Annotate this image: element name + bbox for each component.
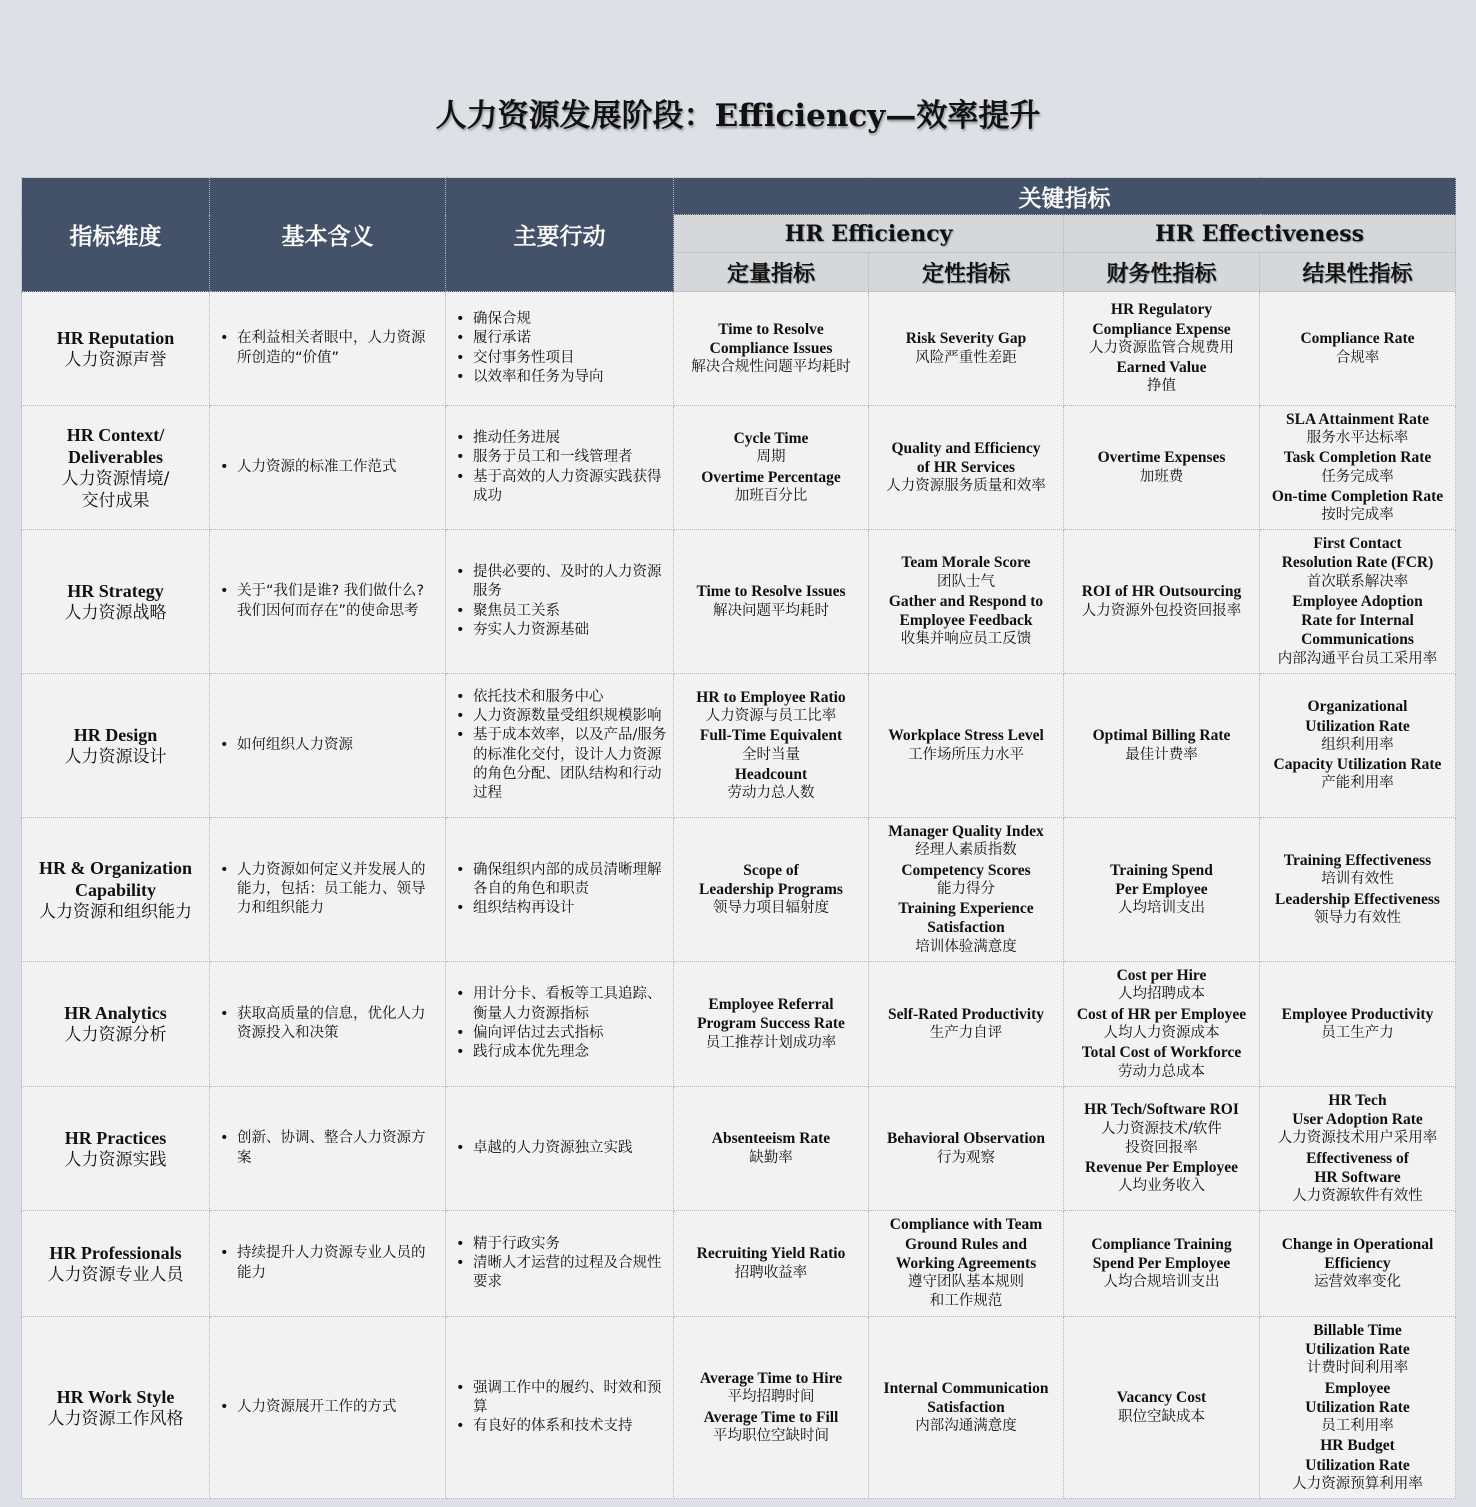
financial-metric-cell-line: 人均人力资源成本 xyxy=(1103,1025,1220,1041)
quantitative-metric-cell xyxy=(674,292,869,406)
qualitative-metric-cell-line: Behavioral Observation xyxy=(886,1130,1045,1148)
actions-cell xyxy=(446,818,674,962)
outcome-metric-cell-line: HR Tech xyxy=(1328,1091,1387,1109)
quantitative-metric-cell-line: Cycle Time xyxy=(733,429,809,447)
qualitative-metric-cell-line: Risk Severity Gap xyxy=(905,330,1027,348)
meaning-cell xyxy=(210,962,446,1087)
header-quantitative: 定量指标 xyxy=(674,253,869,292)
qualitative-metric-cell-line: Gather and Respond to xyxy=(888,592,1044,610)
table-row xyxy=(22,1211,1456,1317)
qualitative-metric-cell xyxy=(869,674,1064,818)
qualitative-metric-cell-line: Competency Scores xyxy=(901,861,1031,879)
financial-metric-cell-line: Compliance Training xyxy=(1091,1235,1232,1253)
dimension-cell xyxy=(22,1211,210,1317)
outcome-metric-cell-line: 培训有效性 xyxy=(1321,871,1394,888)
financial-metric-cell-line: Revenue Per Employee xyxy=(1085,1159,1238,1177)
financial-metric-cell-line: 人均业务收入 xyxy=(1118,1178,1205,1195)
dimension-cell-line: 人力资源专业人员 xyxy=(47,1264,184,1285)
quantitative-metric-cell-line: HR to Employee Ratio xyxy=(696,688,846,706)
financial-metric-cell xyxy=(1064,818,1260,962)
quantitative-metric-cell-line: Average Time to Hire xyxy=(699,1369,843,1387)
outcome-metric-cell-line: 产能利用率 xyxy=(1321,775,1394,792)
qualitative-metric-cell-line: 收集并响应员工反馈 xyxy=(900,631,1032,648)
quantitative-metric-cell-line: 平均招聘时间 xyxy=(727,1389,815,1406)
financial-metric-cell xyxy=(1064,530,1260,674)
list-item: • 确保合规 xyxy=(473,310,667,329)
outcome-metric-cell-line: On-time Completion Rate xyxy=(1271,487,1444,505)
financial-metric-cell-line: 人均培训支出 xyxy=(1118,900,1205,917)
outcome-metric-cell-line: Efficiency xyxy=(1324,1254,1391,1272)
qualitative-metric-cell-line: 行为观察 xyxy=(937,1149,995,1166)
qualitative-metric-cell xyxy=(869,1317,1064,1499)
quantitative-metric-cell-line: Average Time to Fill xyxy=(703,1408,839,1426)
outcome-metric-cell-line: 按时完成率 xyxy=(1321,507,1394,524)
list-item: • 精于行政实务 xyxy=(473,1235,667,1254)
outcome-metric-cell-line: 运营效率变化 xyxy=(1314,1274,1401,1291)
dimension-cell xyxy=(22,818,210,962)
header-hr-effectiveness: HR Effectiveness xyxy=(1064,215,1456,253)
quantitative-metric-cell-line: 领导力项目辐射度 xyxy=(713,900,829,917)
financial-metric-cell xyxy=(1064,962,1260,1087)
financial-metric-cell-line: Overtime Expenses xyxy=(1097,449,1226,467)
qualitative-metric-cell-line: Team Morale Score xyxy=(901,554,1031,572)
financial-metric-cell xyxy=(1064,674,1260,818)
list-item: • 基于成本效率，以及产品/服务的标准化交付，设计人力资源的角色分配、团队结构和行动过程 xyxy=(473,726,667,803)
list-item: • 人力资源如何定义并发展人的能力，包括：员工能力、领导力和组织能力 xyxy=(237,861,439,919)
meaning-cell xyxy=(210,818,446,962)
quantitative-metric-cell-line: Employee Referral xyxy=(708,996,834,1014)
financial-metric-cell-line: Per Employee xyxy=(1115,880,1208,898)
quantitative-metric-cell-line: Time to Resolve Issues xyxy=(696,583,846,601)
quantitative-metric-cell-line: 缺勤率 xyxy=(749,1149,793,1166)
financial-metric-cell-line: Earned Value xyxy=(1116,359,1207,377)
header-qualitative: 定性指标 xyxy=(869,253,1064,292)
table-row xyxy=(22,292,1456,406)
quantitative-metric-cell-line: 劳动力总人数 xyxy=(727,785,815,802)
outcome-metric-cell-line: SLA Attainment Rate xyxy=(1286,410,1429,428)
qualitative-metric-cell-line: Manager Quality Index xyxy=(888,822,1044,840)
qualitative-metric-cell-line: 培训体验满意度 xyxy=(915,938,1017,955)
list-item: • 夯实人力资源基础 xyxy=(473,621,667,640)
qualitative-metric-cell-line: of HR Services xyxy=(916,458,1016,476)
hr-metrics-table xyxy=(21,177,1456,1499)
outcome-metric-cell-line: 人力资源软件有效性 xyxy=(1292,1188,1423,1205)
quantitative-metric-cell xyxy=(674,962,869,1087)
qualitative-metric-cell-line: Employee Feedback xyxy=(899,612,1033,630)
qualitative-metric-cell-line: Quality and Efficiency xyxy=(891,439,1041,457)
qualitative-metric-cell xyxy=(869,406,1064,530)
quantitative-metric-cell xyxy=(674,406,869,530)
meaning-cell xyxy=(210,530,446,674)
qualitative-metric-cell-line: 团队士气 xyxy=(937,573,995,590)
financial-metric-cell-line: 最佳计费率 xyxy=(1125,746,1198,763)
dimension-cell-line: HR Practices xyxy=(64,1127,167,1148)
quantitative-metric-cell-line: Full-Time Equivalent xyxy=(699,727,843,745)
qualitative-metric-cell xyxy=(869,1211,1064,1317)
financial-metric-cell xyxy=(1064,406,1260,530)
table-row xyxy=(22,674,1456,818)
actions-cell xyxy=(446,1087,674,1211)
dimension-cell xyxy=(22,292,210,406)
dimension-cell-line: HR Analytics xyxy=(64,1003,167,1023)
dimension-cell xyxy=(22,406,210,530)
header-meaning: 基本含义 xyxy=(210,178,446,292)
quantitative-metric-cell-line: 周期 xyxy=(756,449,786,466)
quantitative-metric-cell xyxy=(674,674,869,818)
financial-metric-cell-line: Training Spend xyxy=(1110,861,1213,879)
dimension-cell-line: 人力资源战略 xyxy=(64,602,167,623)
financial-metric-cell-line: HR Regulatory xyxy=(1110,301,1213,319)
outcome-metric-cell-line: Utilization Rate xyxy=(1305,717,1410,735)
quantitative-metric-cell-line: Scope of xyxy=(743,861,799,879)
outcome-metric-cell-line: Resolution Rate (FCR) xyxy=(1281,554,1434,572)
quantitative-metric-cell-line: 招聘收益率 xyxy=(734,1264,808,1281)
outcome-metric-cell-line: HR Budget xyxy=(1320,1437,1395,1455)
financial-metric-cell-line: Spend Per Employee xyxy=(1092,1254,1231,1272)
quantitative-metric-cell-line: Overtime Percentage xyxy=(701,468,841,486)
list-item: • 提供必要的、及时的人力资源服务 xyxy=(473,563,667,602)
qualitative-metric-cell-line: Training Experience xyxy=(898,900,1034,918)
outcome-metric-cell-line: Rate for Internal xyxy=(1301,612,1414,630)
meaning-cell xyxy=(210,674,446,818)
qualitative-metric-cell-line: 遵守团队基本规则 xyxy=(908,1274,1024,1291)
qualitative-metric-cell-line: Compliance with Team xyxy=(889,1216,1043,1234)
outcome-metric-cell-line: Communications xyxy=(1301,631,1414,649)
dimension-cell-line: HR Strategy xyxy=(67,580,164,601)
outcome-metric-cell xyxy=(1260,962,1456,1087)
outcome-metric-cell-line: 组织利用率 xyxy=(1321,736,1394,753)
list-item: • 如何组织人力资源 xyxy=(237,736,439,755)
meaning-cell xyxy=(210,292,446,406)
dimension-cell-line: 人力资源工作风格 xyxy=(47,1408,184,1429)
table-row xyxy=(22,1317,1456,1499)
quantitative-metric-cell xyxy=(674,530,869,674)
outcome-metric-cell-line: 合规率 xyxy=(1335,349,1380,366)
dimension-cell-line: 人力资源和组织能力 xyxy=(39,901,192,922)
actions-cell xyxy=(446,1211,674,1317)
list-item: • 有良好的体系和技术支持 xyxy=(473,1417,667,1436)
header-outcome: 结果性指标 xyxy=(1260,253,1456,292)
table-body xyxy=(22,292,1456,1499)
outcome-metric-cell xyxy=(1260,406,1456,530)
table-row xyxy=(22,406,1456,530)
quantitative-metric-cell-line: 加班百分比 xyxy=(734,487,808,504)
financial-metric-cell-line: 人均招聘成本 xyxy=(1118,986,1205,1003)
list-item: • 践行成本优先理念 xyxy=(473,1043,667,1062)
outcome-metric-cell-line: Compliance Rate xyxy=(1300,330,1415,348)
qualitative-metric-cell-line: Working Agreements xyxy=(895,1254,1037,1272)
qualitative-metric-cell-line: 人力资源服务质量和效率 xyxy=(886,478,1046,495)
financial-metric-cell xyxy=(1064,292,1260,406)
meaning-cell xyxy=(210,1087,446,1211)
dimension-cell-line: HR Reputation xyxy=(56,327,175,348)
meaning-cell xyxy=(210,406,446,530)
dimension-cell-line: 人力资源实践 xyxy=(64,1149,167,1170)
qualitative-metric-cell xyxy=(869,1087,1064,1211)
header-financial: 财务性指标 xyxy=(1064,253,1260,292)
list-item: • 推动任务进展 xyxy=(473,429,667,448)
outcome-metric-cell xyxy=(1260,1211,1456,1317)
financial-metric-cell-line: 投资回报率 xyxy=(1125,1139,1198,1156)
qualitative-metric-cell-line: Self-Rated Productivity xyxy=(888,1005,1044,1023)
dimension-cell xyxy=(22,1317,210,1499)
qualitative-metric-cell-line: 经理人素质指数 xyxy=(915,842,1017,859)
financial-metric-cell xyxy=(1064,1087,1260,1211)
quantitative-metric-cell-line: Compliance Issues xyxy=(709,339,833,357)
list-item: • 人力资源数量受组织规模影响 xyxy=(473,707,667,726)
outcome-metric-cell-line: Utilization Rate xyxy=(1305,1456,1410,1474)
dimension-cell-line: Deliverables xyxy=(68,446,163,467)
dimension-cell-line: 人力资源情境/ xyxy=(61,468,170,489)
quantitative-metric-cell-line: 解决问题平均耗时 xyxy=(713,602,829,619)
outcome-metric-cell xyxy=(1260,1317,1456,1499)
dimension-cell-line: 人力资源声誉 xyxy=(64,349,167,370)
list-item: • 基于高效的人力资源实践获得成功 xyxy=(473,468,667,507)
outcome-metric-cell xyxy=(1260,292,1456,406)
financial-metric-cell-line: 人均合规培训支出 xyxy=(1103,1274,1220,1291)
dimension-cell-line: 人力资源分析 xyxy=(64,1025,167,1045)
outcome-metric-cell-line: 任务完成率 xyxy=(1321,468,1394,485)
qualitative-metric-cell-line: 和工作规范 xyxy=(929,1293,1003,1310)
outcome-metric-cell-line: Effectiveness of xyxy=(1306,1149,1409,1167)
quantitative-metric-cell-line: 平均职位空缺时间 xyxy=(713,1427,829,1444)
qualitative-metric-cell xyxy=(869,530,1064,674)
qualitative-metric-cell-line: 生产力自评 xyxy=(929,1025,1003,1041)
financial-metric-cell-line: HR Tech/Software ROI xyxy=(1084,1101,1239,1119)
qualitative-metric-cell-line: 能力得分 xyxy=(937,880,995,897)
list-item: • 交付事务性项目 xyxy=(473,349,667,368)
list-item: • 组织结构再设计 xyxy=(473,899,667,918)
outcome-metric-cell-line: 计费时间利用率 xyxy=(1306,1360,1409,1377)
outcome-metric-cell-line: Organizational xyxy=(1307,698,1408,716)
actions-cell xyxy=(446,674,674,818)
outcome-metric-cell xyxy=(1260,818,1456,962)
outcome-metric-cell-line: Employee Adoption xyxy=(1292,592,1423,610)
qualitative-metric-cell-line: 风险严重性差距 xyxy=(915,349,1017,366)
page-title: 人力资源发展阶段：Efficiency—效率提升 xyxy=(435,98,1041,134)
list-item: • 在利益相关者眼中，人力资源所创造的“价值” xyxy=(237,329,439,368)
dimension-cell-line: Capability xyxy=(74,879,157,900)
financial-metric-cell xyxy=(1064,1211,1260,1317)
outcome-metric-cell-line: Capacity Utilization Rate xyxy=(1273,756,1442,774)
list-item: • 强调工作中的履约、时效和预算 xyxy=(473,1379,667,1418)
qualitative-metric-cell xyxy=(869,292,1064,406)
list-item: • 清晰人才运营的过程及合规性要求 xyxy=(473,1254,667,1293)
list-item: • 确保组织内部的成员清晰理解各自的角色和职责 xyxy=(473,861,667,900)
qualitative-metric-cell-line: Internal Communication xyxy=(883,1379,1049,1397)
dimension-cell-line: HR Work Style xyxy=(56,1386,175,1407)
outcome-metric-cell-line: HR Software xyxy=(1314,1168,1401,1186)
list-item: • 履行承诺 xyxy=(473,329,667,348)
header-hr-efficiency: HR Efficiency xyxy=(674,215,1064,253)
actions-cell xyxy=(446,962,674,1087)
quantitative-metric-cell-line: 人力资源与员工比率 xyxy=(705,707,837,724)
qualitative-metric-cell-line: 工作场所压力水平 xyxy=(908,746,1024,763)
list-item: • 服务于员工和一线管理者 xyxy=(473,448,667,467)
actions-cell xyxy=(446,292,674,406)
qualitative-metric-cell xyxy=(869,818,1064,962)
actions-cell xyxy=(446,406,674,530)
quantitative-metric-cell-line: Leadership Programs xyxy=(699,880,843,898)
financial-metric-cell-line: 挣值 xyxy=(1147,378,1176,395)
outcome-metric-cell-line: Utilization Rate xyxy=(1305,1340,1410,1358)
quantitative-metric-cell xyxy=(674,1087,869,1211)
list-item: • 卓越的人力资源独立实践 xyxy=(473,1139,667,1158)
qualitative-metric-cell-line: Satisfaction xyxy=(927,1398,1005,1416)
list-item: • 以效率和任务为导向 xyxy=(473,368,667,387)
list-item: • 人力资源展开工作的方式 xyxy=(237,1398,439,1417)
outcome-metric-cell xyxy=(1260,674,1456,818)
outcome-metric-cell xyxy=(1260,1087,1456,1211)
financial-metric-cell-line: 劳动力总成本 xyxy=(1118,1063,1205,1080)
list-item: • 依托技术和服务中心 xyxy=(473,688,667,707)
financial-metric-cell-line: ROI of HR Outsourcing xyxy=(1081,583,1242,601)
actions-cell xyxy=(446,1317,674,1499)
financial-metric-cell-line: Cost of HR per Employee xyxy=(1076,1005,1247,1023)
dimension-cell xyxy=(22,530,210,674)
qualitative-metric-cell-line: 内部沟通满意度 xyxy=(915,1418,1017,1435)
list-item: • 关于“我们是谁? 我们做什么? 我们因何而存在”的使命思考 xyxy=(237,582,439,621)
outcome-metric-cell-line: Employee xyxy=(1324,1379,1391,1397)
qualitative-metric-cell-line: Workplace Stress Level xyxy=(888,727,1044,745)
outcome-metric-cell xyxy=(1260,530,1456,674)
quantitative-metric-cell-line: 全时当量 xyxy=(742,746,800,763)
dimension-cell-line: HR Design xyxy=(73,724,158,745)
outcome-metric-cell-line: 员工利用率 xyxy=(1321,1418,1394,1435)
quantitative-metric-cell xyxy=(674,1211,869,1317)
dimension-cell-line: 人力资源设计 xyxy=(64,746,167,767)
meaning-cell xyxy=(210,1317,446,1499)
outcome-metric-cell-line: User Adoption Rate xyxy=(1292,1110,1423,1128)
quantitative-metric-cell-line: Headcount xyxy=(734,765,808,783)
outcome-metric-cell-line: Training Effectiveness xyxy=(1283,851,1432,869)
list-item: • 获取高质量的信息，优化人力资源投入和决策 xyxy=(237,1005,439,1044)
quantitative-metric-cell-line: Recruiting Yield Ratio xyxy=(696,1245,846,1263)
outcome-metric-cell-line: 员工生产力 xyxy=(1321,1025,1394,1041)
header-actions: 主要行动 xyxy=(446,178,674,292)
outcome-metric-cell-line: Billable Time xyxy=(1313,1321,1402,1339)
dimension-cell xyxy=(22,962,210,1087)
table-row xyxy=(22,818,1456,962)
header-key-metrics: 关键指标 xyxy=(674,178,1456,215)
outcome-metric-cell-line: Change in Operational xyxy=(1281,1235,1434,1253)
financial-metric-cell-line: 加班费 xyxy=(1139,468,1184,485)
quantitative-metric-cell-line: 员工推荐计划成功率 xyxy=(705,1034,837,1051)
financial-metric-cell-line: 人力资源监管合规费用 xyxy=(1089,339,1234,356)
outcome-metric-cell-line: 人力资源预算利用率 xyxy=(1292,1476,1423,1493)
header-dimension: 指标维度 xyxy=(22,178,210,292)
dimension-cell-line: HR Professionals xyxy=(49,1242,182,1263)
quantitative-metric-cell-line: Absenteeism Rate xyxy=(711,1130,831,1148)
outcome-metric-cell-line: Utilization Rate xyxy=(1305,1398,1410,1416)
outcome-metric-cell-line: Employee Productivity xyxy=(1281,1005,1434,1023)
outcome-metric-cell-line: 服务水平达标率 xyxy=(1306,429,1409,446)
financial-metric-cell-line: Vacancy Cost xyxy=(1116,1389,1207,1407)
outcome-metric-cell-line: Leadership Effectiveness xyxy=(1275,890,1440,908)
meaning-cell xyxy=(210,1211,446,1317)
dimension-cell-line: HR Context/ xyxy=(66,424,165,445)
quantitative-metric-cell-line: Program Success Rate xyxy=(697,1015,845,1033)
outcome-metric-cell-line: Task Completion Rate xyxy=(1283,449,1432,467)
actions-cell xyxy=(446,530,674,674)
financial-metric-cell-line: Total Cost of Workforce xyxy=(1081,1044,1242,1062)
quantitative-metric-cell-line: 解决合规性问题平均耗时 xyxy=(691,359,851,376)
quantitative-metric-cell xyxy=(674,1317,869,1499)
financial-metric-cell-line: 职位空缺成本 xyxy=(1118,1408,1205,1425)
qualitative-metric-cell-line: Satisfaction xyxy=(927,919,1005,937)
dimension-cell xyxy=(22,1087,210,1211)
outcome-metric-cell-line: 领导力有效性 xyxy=(1314,909,1401,926)
outcome-metric-cell-line: 人力资源技术用户采用率 xyxy=(1277,1130,1438,1147)
outcome-metric-cell-line: First Contact xyxy=(1313,534,1402,552)
financial-metric-cell-line: 人力资源技术/软件 xyxy=(1101,1120,1222,1137)
table-row xyxy=(22,530,1456,674)
list-item: • 聚焦员工关系 xyxy=(473,602,667,621)
financial-metric-cell-line: Compliance Expense xyxy=(1092,320,1231,338)
financial-metric-cell-line: Optimal Billing Rate xyxy=(1092,727,1231,745)
list-item: • 人力资源的标准工作范式 xyxy=(237,458,439,477)
dimension-cell-line: HR & Organization xyxy=(39,857,192,878)
table-row xyxy=(22,962,1456,1087)
outcome-metric-cell-line: 首次联系解决率 xyxy=(1306,573,1409,590)
financial-metric-cell-line: 人力资源外包投资回报率 xyxy=(1081,602,1242,619)
financial-metric-cell-line: Cost per Hire xyxy=(1116,967,1207,985)
qualitative-metric-cell-line: Ground Rules and xyxy=(904,1235,1028,1253)
dimension-cell xyxy=(22,674,210,818)
table-row xyxy=(22,1087,1456,1211)
list-item: • 持续提升人力资源专业人员的能力 xyxy=(237,1244,439,1283)
list-item: • 用计分卡、看板等工具追踪、衡量人力资源指标 xyxy=(473,985,667,1024)
financial-metric-cell xyxy=(1064,1317,1260,1499)
qualitative-metric-cell xyxy=(869,962,1064,1087)
quantitative-metric-cell-line: Time to Resolve xyxy=(718,320,824,338)
list-item: • 偏向评估过去式指标 xyxy=(473,1024,667,1043)
outcome-metric-cell-line: 内部沟通平台员工采用率 xyxy=(1277,650,1438,667)
dimension-cell-line: 交付成果 xyxy=(81,490,150,511)
list-item: • 创新、协调、整合人力资源方案 xyxy=(237,1129,439,1168)
quantitative-metric-cell xyxy=(674,818,869,962)
